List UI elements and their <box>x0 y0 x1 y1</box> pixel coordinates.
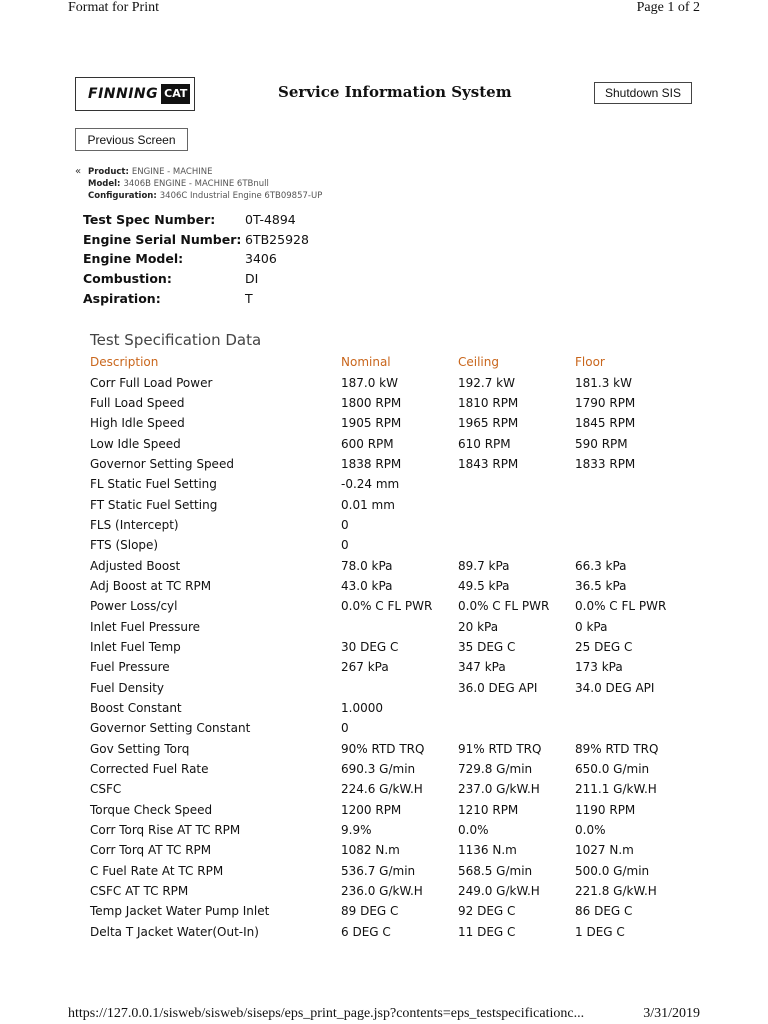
table-row <box>90 372 685 392</box>
cell-floor <box>575 515 685 535</box>
cell-floor: 1027 N.m <box>575 843 634 858</box>
cell-nominal: 224.6 G/kW.H <box>341 782 423 797</box>
cell-floor: 36.5 kPa <box>575 578 627 593</box>
info-label: Engine Model: <box>83 251 184 267</box>
cell-ceiling: 568.5 G/min <box>458 863 533 878</box>
cell-ceiling: 0.0% <box>458 823 489 838</box>
cell-floor: 34.0 DEG API <box>575 680 655 695</box>
info-label: Combustion: <box>83 271 172 287</box>
column-header-description: Description <box>90 355 159 370</box>
cell-nominal: 267 kPa <box>341 660 389 675</box>
table-row <box>90 739 685 759</box>
cell-description: High Idle Speed <box>90 416 185 431</box>
cell-ceiling: 249.0 G/kW.H <box>458 884 540 899</box>
previous-screen-button[interactable]: Previous Screen <box>75 128 188 151</box>
cell-ceiling: 192.7 kW <box>458 375 515 390</box>
info-label: Test Spec Number: <box>83 212 216 228</box>
table-header-row <box>90 352 685 372</box>
cell-ceiling: 36.0 DEG API <box>458 680 538 695</box>
cell-nominal: 0 <box>341 721 349 736</box>
table-row <box>90 657 685 677</box>
cell-nominal: 1838 RPM <box>341 456 402 471</box>
cell-floor: 173 kPa <box>575 660 623 675</box>
info-aspiration <box>83 288 309 308</box>
finning-cat-logo <box>75 77 195 111</box>
site-title: Service Information System <box>278 83 512 101</box>
info-value: 3406 <box>245 251 277 267</box>
cell-ceiling: 20 kPa <box>458 619 499 634</box>
cell-description: CSFC AT TC RPM <box>90 884 189 899</box>
cell-description: Corr Torq AT TC RPM <box>90 843 212 858</box>
print-footer-date: 3/31/2019 <box>643 1006 700 1021</box>
info-label: Engine Serial Number: <box>83 231 242 247</box>
cell-ceiling: 49.5 kPa <box>458 578 510 593</box>
cell-floor: 1833 RPM <box>575 456 636 471</box>
table-row <box>90 616 685 636</box>
cell-description: Boost Constant <box>90 701 182 716</box>
sis-banner <box>75 77 695 113</box>
cell-description: Adj Boost at TC RPM <box>90 578 212 593</box>
cell-description: Inlet Fuel Temp <box>90 639 181 654</box>
cell-ceiling <box>458 698 575 718</box>
cell-nominal: 0 <box>341 517 349 532</box>
cell-description: Fuel Pressure <box>90 660 170 675</box>
breadcrumb-configuration <box>75 190 322 202</box>
column-header-nominal: Nominal <box>341 355 391 370</box>
info-label: Aspiration: <box>83 290 161 306</box>
cell-ceiling: 1965 RPM <box>458 416 519 431</box>
table-row <box>90 820 685 840</box>
table-row <box>90 454 685 474</box>
cell-description: Governor Setting Speed <box>90 456 234 471</box>
cell-nominal: 1905 RPM <box>341 416 402 431</box>
table-row <box>90 515 685 535</box>
model-key: Model: <box>88 179 121 189</box>
cell-ceiling: 11 DEG C <box>458 924 516 939</box>
cell-ceiling <box>458 718 575 738</box>
cell-ceiling <box>458 494 575 514</box>
cell-ceiling: 89.7 kPa <box>458 558 510 573</box>
breadcrumb-model <box>75 178 322 190</box>
cell-ceiling <box>458 515 575 535</box>
product-value: ENGINE - MACHINE <box>131 167 213 177</box>
cell-nominal: 78.0 kPa <box>341 558 393 573</box>
table-row <box>90 779 685 799</box>
table-row <box>90 718 685 738</box>
info-value: DI <box>245 271 259 287</box>
info-combustion <box>83 269 309 289</box>
cell-ceiling: 35 DEG C <box>458 639 516 654</box>
cell-ceiling: 237.0 G/kW.H <box>458 782 540 797</box>
table-row <box>90 576 685 596</box>
cell-nominal: 1082 N.m <box>341 843 400 858</box>
engine-info <box>83 210 309 308</box>
cell-description: Delta T Jacket Water(Out-In) <box>90 924 259 939</box>
cell-description: Governor Setting Constant <box>90 721 251 736</box>
table-row <box>90 881 685 901</box>
cell-floor: 1845 RPM <box>575 416 636 431</box>
product-key: Product: <box>88 167 129 177</box>
cell-description: Temp Jacket Water Pump Inlet <box>90 904 270 919</box>
cell-floor: 500.0 G/min <box>575 863 650 878</box>
cell-ceiling: 1810 RPM <box>458 395 519 410</box>
cell-description: Gov Setting Torq <box>90 741 190 756</box>
cell-floor: 0.0% <box>575 823 606 838</box>
cell-floor: 211.1 G/kW.H <box>575 782 657 797</box>
cell-floor <box>575 494 685 514</box>
cell-nominal: 690.3 G/min <box>341 762 416 777</box>
cell-ceiling: 1210 RPM <box>458 802 519 817</box>
cell-nominal: 0 <box>341 538 349 553</box>
test-spec-table <box>90 352 685 942</box>
cell-description: Corrected Fuel Rate <box>90 762 209 777</box>
info-value: 0T-4894 <box>245 212 296 228</box>
table-row <box>90 901 685 921</box>
info-test-spec-number <box>83 210 309 230</box>
table-row <box>90 698 685 718</box>
cell-floor: 66.3 kPa <box>575 558 627 573</box>
cell-nominal: 536.7 G/min <box>341 863 416 878</box>
table-row <box>90 596 685 616</box>
table-row <box>90 393 685 413</box>
table-row <box>90 535 685 555</box>
cell-nominal: 9.9% <box>341 823 372 838</box>
cell-ceiling: 347 kPa <box>458 660 506 675</box>
cell-nominal: 89 DEG C <box>341 904 399 919</box>
table-row <box>90 800 685 820</box>
column-header-floor: Floor <box>575 355 605 370</box>
table-row <box>90 474 685 494</box>
table-row <box>90 637 685 657</box>
cell-description: Power Loss/cyl <box>90 599 178 614</box>
cell-nominal: 43.0 kPa <box>341 578 393 593</box>
table-row <box>90 413 685 433</box>
cell-floor: 1190 RPM <box>575 802 636 817</box>
cell-description: Torque Check Speed <box>90 802 213 817</box>
print-page-number: Page 1 of 2 <box>636 0 700 15</box>
cat-badge: CAT <box>161 84 190 104</box>
cell-description: C Fuel Rate At TC RPM <box>90 863 224 878</box>
configuration-value: 3406C Industrial Engine 6TB09857-UP <box>159 191 323 201</box>
cell-nominal <box>341 616 458 636</box>
cell-description: Full Load Speed <box>90 395 185 410</box>
table-row <box>90 861 685 881</box>
cell-description: FT Static Fuel Setting <box>90 497 218 512</box>
cell-description: Inlet Fuel Pressure <box>90 619 201 634</box>
table-row <box>90 759 685 779</box>
cell-floor: 0 kPa <box>575 619 608 634</box>
cell-nominal: 236.0 G/kW.H <box>341 884 423 899</box>
cell-nominal: 1.0000 <box>341 701 383 716</box>
print-header-title: Format for Print <box>68 0 159 15</box>
cell-nominal: 0.0% C FL PWR <box>341 599 433 614</box>
cell-nominal: 30 DEG C <box>341 639 399 654</box>
cell-floor: 25 DEG C <box>575 639 633 654</box>
cell-description: FL Static Fuel Setting <box>90 477 217 492</box>
cell-ceiling: 729.8 G/min <box>458 762 533 777</box>
section-title: Test Specification Data <box>90 331 262 349</box>
cell-nominal: 6 DEG C <box>341 924 391 939</box>
cell-description: Fuel Density <box>90 680 165 695</box>
back-arrow-icon[interactable]: « <box>75 166 82 177</box>
cell-ceiling: 1843 RPM <box>458 456 519 471</box>
cell-floor: 590 RPM <box>575 436 628 451</box>
cell-ceiling: 91% RTD TRQ <box>458 741 542 756</box>
cell-floor: 1790 RPM <box>575 395 636 410</box>
column-header-ceiling: Ceiling <box>458 355 499 370</box>
cell-floor: 650.0 G/min <box>575 762 650 777</box>
shutdown-sis-button[interactable]: Shutdown SIS <box>594 82 692 104</box>
breadcrumb-product[interactable] <box>75 166 322 178</box>
cell-nominal: 187.0 kW <box>341 375 398 390</box>
print-footer-url: https://127.0.0.1/sisweb/sisweb/siseps/eps_print_page.jsp?contents=eps_testspecificationc... <box>68 1006 585 1021</box>
cell-description: Low Idle Speed <box>90 436 181 451</box>
cell-nominal: 1200 RPM <box>341 802 402 817</box>
info-value: T <box>245 290 253 306</box>
cell-nominal: 0.01 mm <box>341 497 395 512</box>
cell-nominal: -0.24 mm <box>341 477 400 492</box>
cell-floor: 0.0% C FL PWR <box>575 599 667 614</box>
table-row <box>90 840 685 860</box>
cell-ceiling: 610 RPM <box>458 436 511 451</box>
cell-ceiling <box>458 535 575 555</box>
cell-description: FTS (Slope) <box>90 538 159 553</box>
cell-description: CSFC <box>90 782 122 797</box>
table-row <box>90 922 685 942</box>
info-engine-serial-number <box>83 230 309 250</box>
cell-ceiling: 92 DEG C <box>458 904 516 919</box>
logo-wordmark: FINNING <box>88 86 159 102</box>
cell-floor <box>575 698 685 718</box>
table-row <box>90 678 685 698</box>
cell-floor: 89% RTD TRQ <box>575 741 659 756</box>
cell-ceiling: 0.0% C FL PWR <box>458 599 550 614</box>
breadcrumb <box>75 166 322 202</box>
cell-description: Adjusted Boost <box>90 558 181 573</box>
cell-nominal: 90% RTD TRQ <box>341 741 425 756</box>
table-row <box>90 494 685 514</box>
cell-floor <box>575 535 685 555</box>
cell-floor: 221.8 G/kW.H <box>575 884 657 899</box>
cell-floor: 181.3 kW <box>575 375 632 390</box>
table-row <box>90 433 685 453</box>
cell-description: Corr Full Load Power <box>90 375 213 390</box>
info-engine-model <box>83 249 309 269</box>
cell-description: FLS (Intercept) <box>90 517 179 532</box>
cell-nominal <box>341 678 458 698</box>
cell-description: Corr Torq Rise AT TC RPM <box>90 823 241 838</box>
info-value: 6TB25928 <box>245 231 309 247</box>
configuration-key: Configuration: <box>88 191 157 201</box>
model-value: 3406B ENGINE - MACHINE 6TBnull <box>123 179 269 189</box>
cell-floor <box>575 474 685 494</box>
cell-nominal: 1800 RPM <box>341 395 402 410</box>
table-row <box>90 555 685 575</box>
cell-floor <box>575 718 685 738</box>
cell-ceiling: 1136 N.m <box>458 843 517 858</box>
cell-nominal: 600 RPM <box>341 436 394 451</box>
cell-floor: 86 DEG C <box>575 904 633 919</box>
cell-ceiling <box>458 474 575 494</box>
cell-floor: 1 DEG C <box>575 924 625 939</box>
